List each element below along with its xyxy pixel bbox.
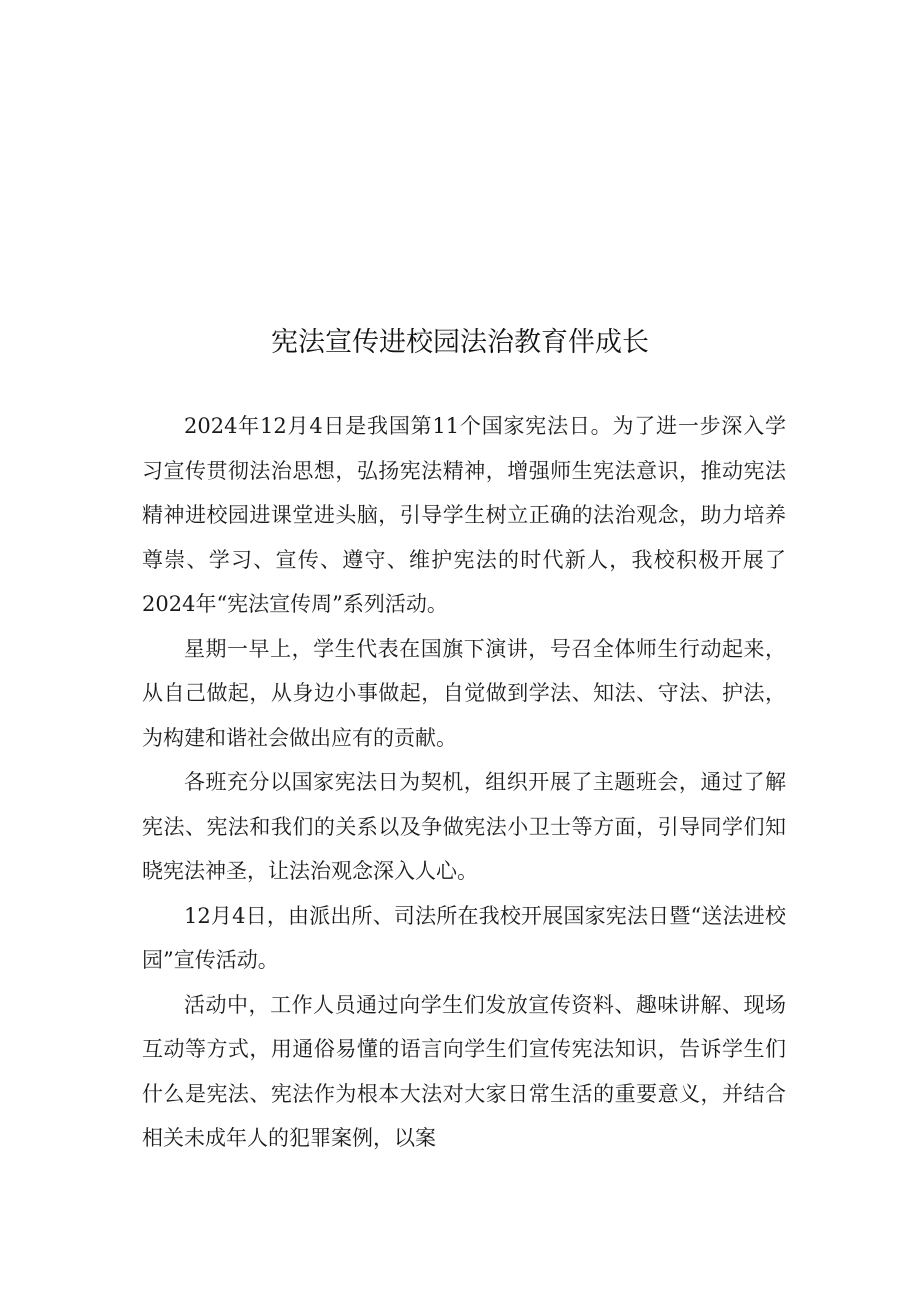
- document-title: 宪法宣传进校园法治教育伴成长: [271, 327, 649, 358]
- paragraph-2: 星期一早上，学生代表在国旗下演讲，号召全体师生行动起来，从自己做起，从身边小事做起，自觉做到学法、知法、守法、护法，为构建和谐社会做出应有的贡献。: [142, 636, 786, 750]
- paragraph-3: 各班充分以国家宪法日为契机，组织开展了主题班会，通过了解宪法、宪法和我们的关系以及争做宪法小卫士等方面，引导同学们知晓宪法神圣，让法治观念深入人心。: [142, 770, 786, 883]
- paragraph-1: 2024年12月4日是我国第11个国家宪法日。为了进一步深入学习宣传贯彻法治思想，弘扬宪法精神，增强师生宪法意识，推动宪法精神进校园进课堂进头脑，引导学生树立正确的法治观念，助力培养尊崇、学习、宣传、遵守、维护宪法的时代新人，我校积极开展了2024年“宪法宣传周”系列活动。: [142, 414, 786, 616]
- paragraph-5: 活动中，工作人员通过向学生们发放宣传资料、趣味讲解、现场互动等方式，用通俗易懂的语言向学生们宣传宪法知识，告诉学生们什么是宪法、宪法作为根本大法对大家日常生活的重要意义，并结合相关未成年人的犯罪案例，以案: [142, 992, 786, 1150]
- document-body: [142, 404, 786, 1161]
- paragraph-4: 12月4日，由派出所、司法所在我校开展国家宪法日暨“送法进校园”宣传活动。: [142, 903, 786, 972]
